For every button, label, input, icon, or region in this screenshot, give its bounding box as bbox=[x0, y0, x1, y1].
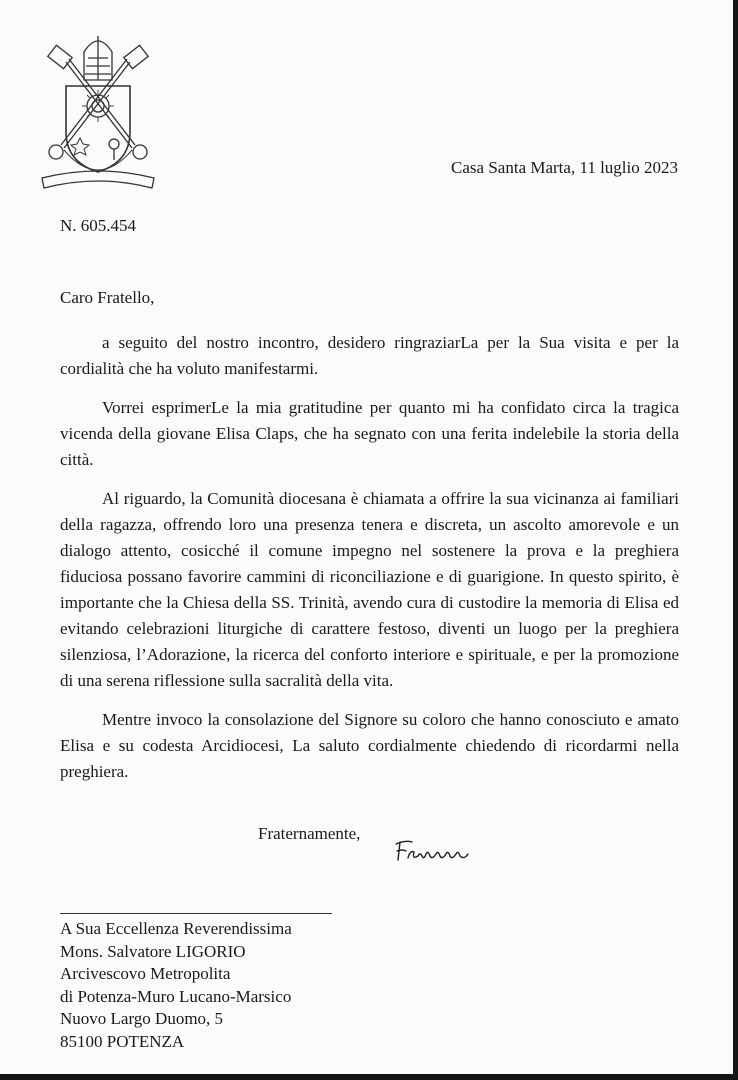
paragraph: Mentre invoco la consolazione del Signore su coloro che hanno conosciuto e amato Elisa e su codesta Arcidiocesi, La saluto cordialmente chiedendo di ricordarmi nella preghiera. bbox=[60, 710, 679, 781]
letter-body bbox=[60, 330, 679, 798]
paragraph: Al riguardo, la Comunità diocesana è chiamata a offrire la sua vicinanza ai familiari della ragazza, offrendo loro una presenza tenera e discreta, un ascolto amorevole e un dialogo attento, cosicché il comune impegno nel sostenere la prova e la preghiera fiduciosa possano favorire cammini di riconciliazione e di guarigione. In questo spirito, è importante che la Chiesa della SS. Trinità, avendo cura di custodire la memoria di Elisa ed evitando celebrazioni liturgiche di carattere festoso, diventi un luogo per la preghiera silenziosa, l’Adorazione, la ricerca del conforto interiore e spirituale, e per la promozione di una serena riflessione sulla sacralità della vita. bbox=[60, 489, 679, 690]
photo-edge-right bbox=[733, 0, 738, 1080]
address-line: Nuovo Largo Duomo, 5 bbox=[60, 1009, 224, 1029]
recipient-divider bbox=[60, 913, 332, 914]
paragraph: Vorrei esprimerLe la mia gratitudine per quanto mi ha confidato circa la tragica vicenda della giovane Elisa Claps, che ha segnato con una ferita indelebile la storia della città. bbox=[60, 398, 679, 469]
photo-edge-bottom bbox=[0, 1074, 738, 1080]
paragraph: a seguito del nostro incontro, desidero ringraziarLa per la Sua visita e per la cordialità che ha voluto manifestarmi. bbox=[60, 333, 679, 378]
papal-coat-of-arms-icon bbox=[36, 22, 160, 192]
address-line: A Sua Eccellenza Reverendissima bbox=[60, 919, 292, 938]
closing: Fraternamente, bbox=[258, 824, 361, 843]
address-line: Mons. Salvatore LIGORIO bbox=[60, 941, 246, 961]
address-line: di Potenza-Muro Lucano-Marsico bbox=[60, 986, 292, 1006]
salutation: Caro Fratello, bbox=[60, 288, 155, 307]
recipient-address bbox=[60, 918, 292, 1054]
address-line: Arcivescovo Metropolita bbox=[60, 964, 231, 984]
place-date: Casa Santa Marta, 11 luglio 2023 bbox=[451, 158, 678, 177]
handwritten-signature bbox=[392, 836, 478, 866]
protocol-number: N. 605.454 bbox=[60, 216, 137, 235]
address-line: 85100 POTENZA bbox=[60, 1031, 185, 1051]
